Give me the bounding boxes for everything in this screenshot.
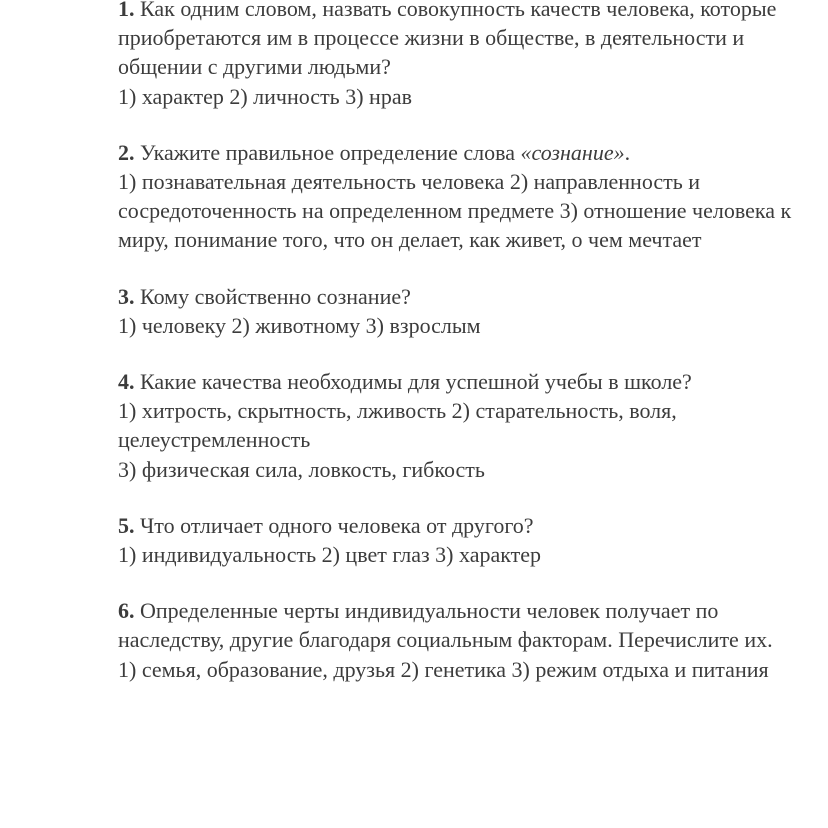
answer-options: 1) познавательная деятельность человека 2) направленность и сосредоточенность на определенном предмете 3) отношение человека к миру, понимание того, что он делает, как живет, о чем мечтает xyxy=(118,169,792,253)
question-number: 1. xyxy=(118,0,135,21)
answer-options: 1) индивидуальность 2) цвет глаз 3) характер xyxy=(118,542,542,568)
question-1-text xyxy=(118,0,808,82)
question-number: 2. xyxy=(118,139,135,165)
answer-options: 1) характер 2) личность 3) нрав xyxy=(118,83,412,109)
question-term: «сознание» xyxy=(520,139,625,165)
question-number: 3. xyxy=(118,283,135,309)
question-5-text xyxy=(118,511,808,540)
question-1 xyxy=(118,0,808,111)
quiz-document xyxy=(118,0,808,711)
question-2 xyxy=(118,138,808,255)
question-6-text xyxy=(118,596,808,654)
question-4 xyxy=(118,367,808,484)
question-3 xyxy=(118,282,808,340)
question-number: 5. xyxy=(118,512,135,538)
question-prompt: Как одним словом, назвать совокупность качеств человека, которые приобретаются им в процессе жизни в обществе, в деятельности и общении с другими людьми? xyxy=(118,0,777,80)
question-prompt: Что отличает одного человека от другого? xyxy=(140,512,534,538)
answer-options: 1) хитрость, скрытность, лживость 2) старательность, воля, целеустремленность xyxy=(118,398,677,453)
answer-options: 1) человеку 2) животному 3) взрослым xyxy=(118,312,481,338)
question-number: 4. xyxy=(118,369,135,395)
question-prompt: Определенные черты индивидуальности человек получает по наследству, другие благодаря социальным факторам. Перечислите их. xyxy=(118,598,773,653)
question-2-text xyxy=(118,138,808,167)
question-prompt-end: . xyxy=(624,139,631,165)
question-6 xyxy=(118,596,808,684)
question-4-text xyxy=(118,367,808,396)
answer-options: 3) физическая сила, ловкость, гибкость xyxy=(118,456,485,482)
answer-options: 1) семья, образование, друзья 2) генетика 3) режим отдыха и питания xyxy=(118,656,769,682)
question-3-text xyxy=(118,282,808,311)
question-prompt: Какие качества необходимы для успешной учебы в школе? xyxy=(140,369,692,395)
question-number: 6. xyxy=(118,598,135,624)
question-5 xyxy=(118,511,808,569)
question-prompt: Укажите правильное определение слова xyxy=(140,139,515,165)
question-prompt: Кому свойственно сознание? xyxy=(140,283,411,309)
